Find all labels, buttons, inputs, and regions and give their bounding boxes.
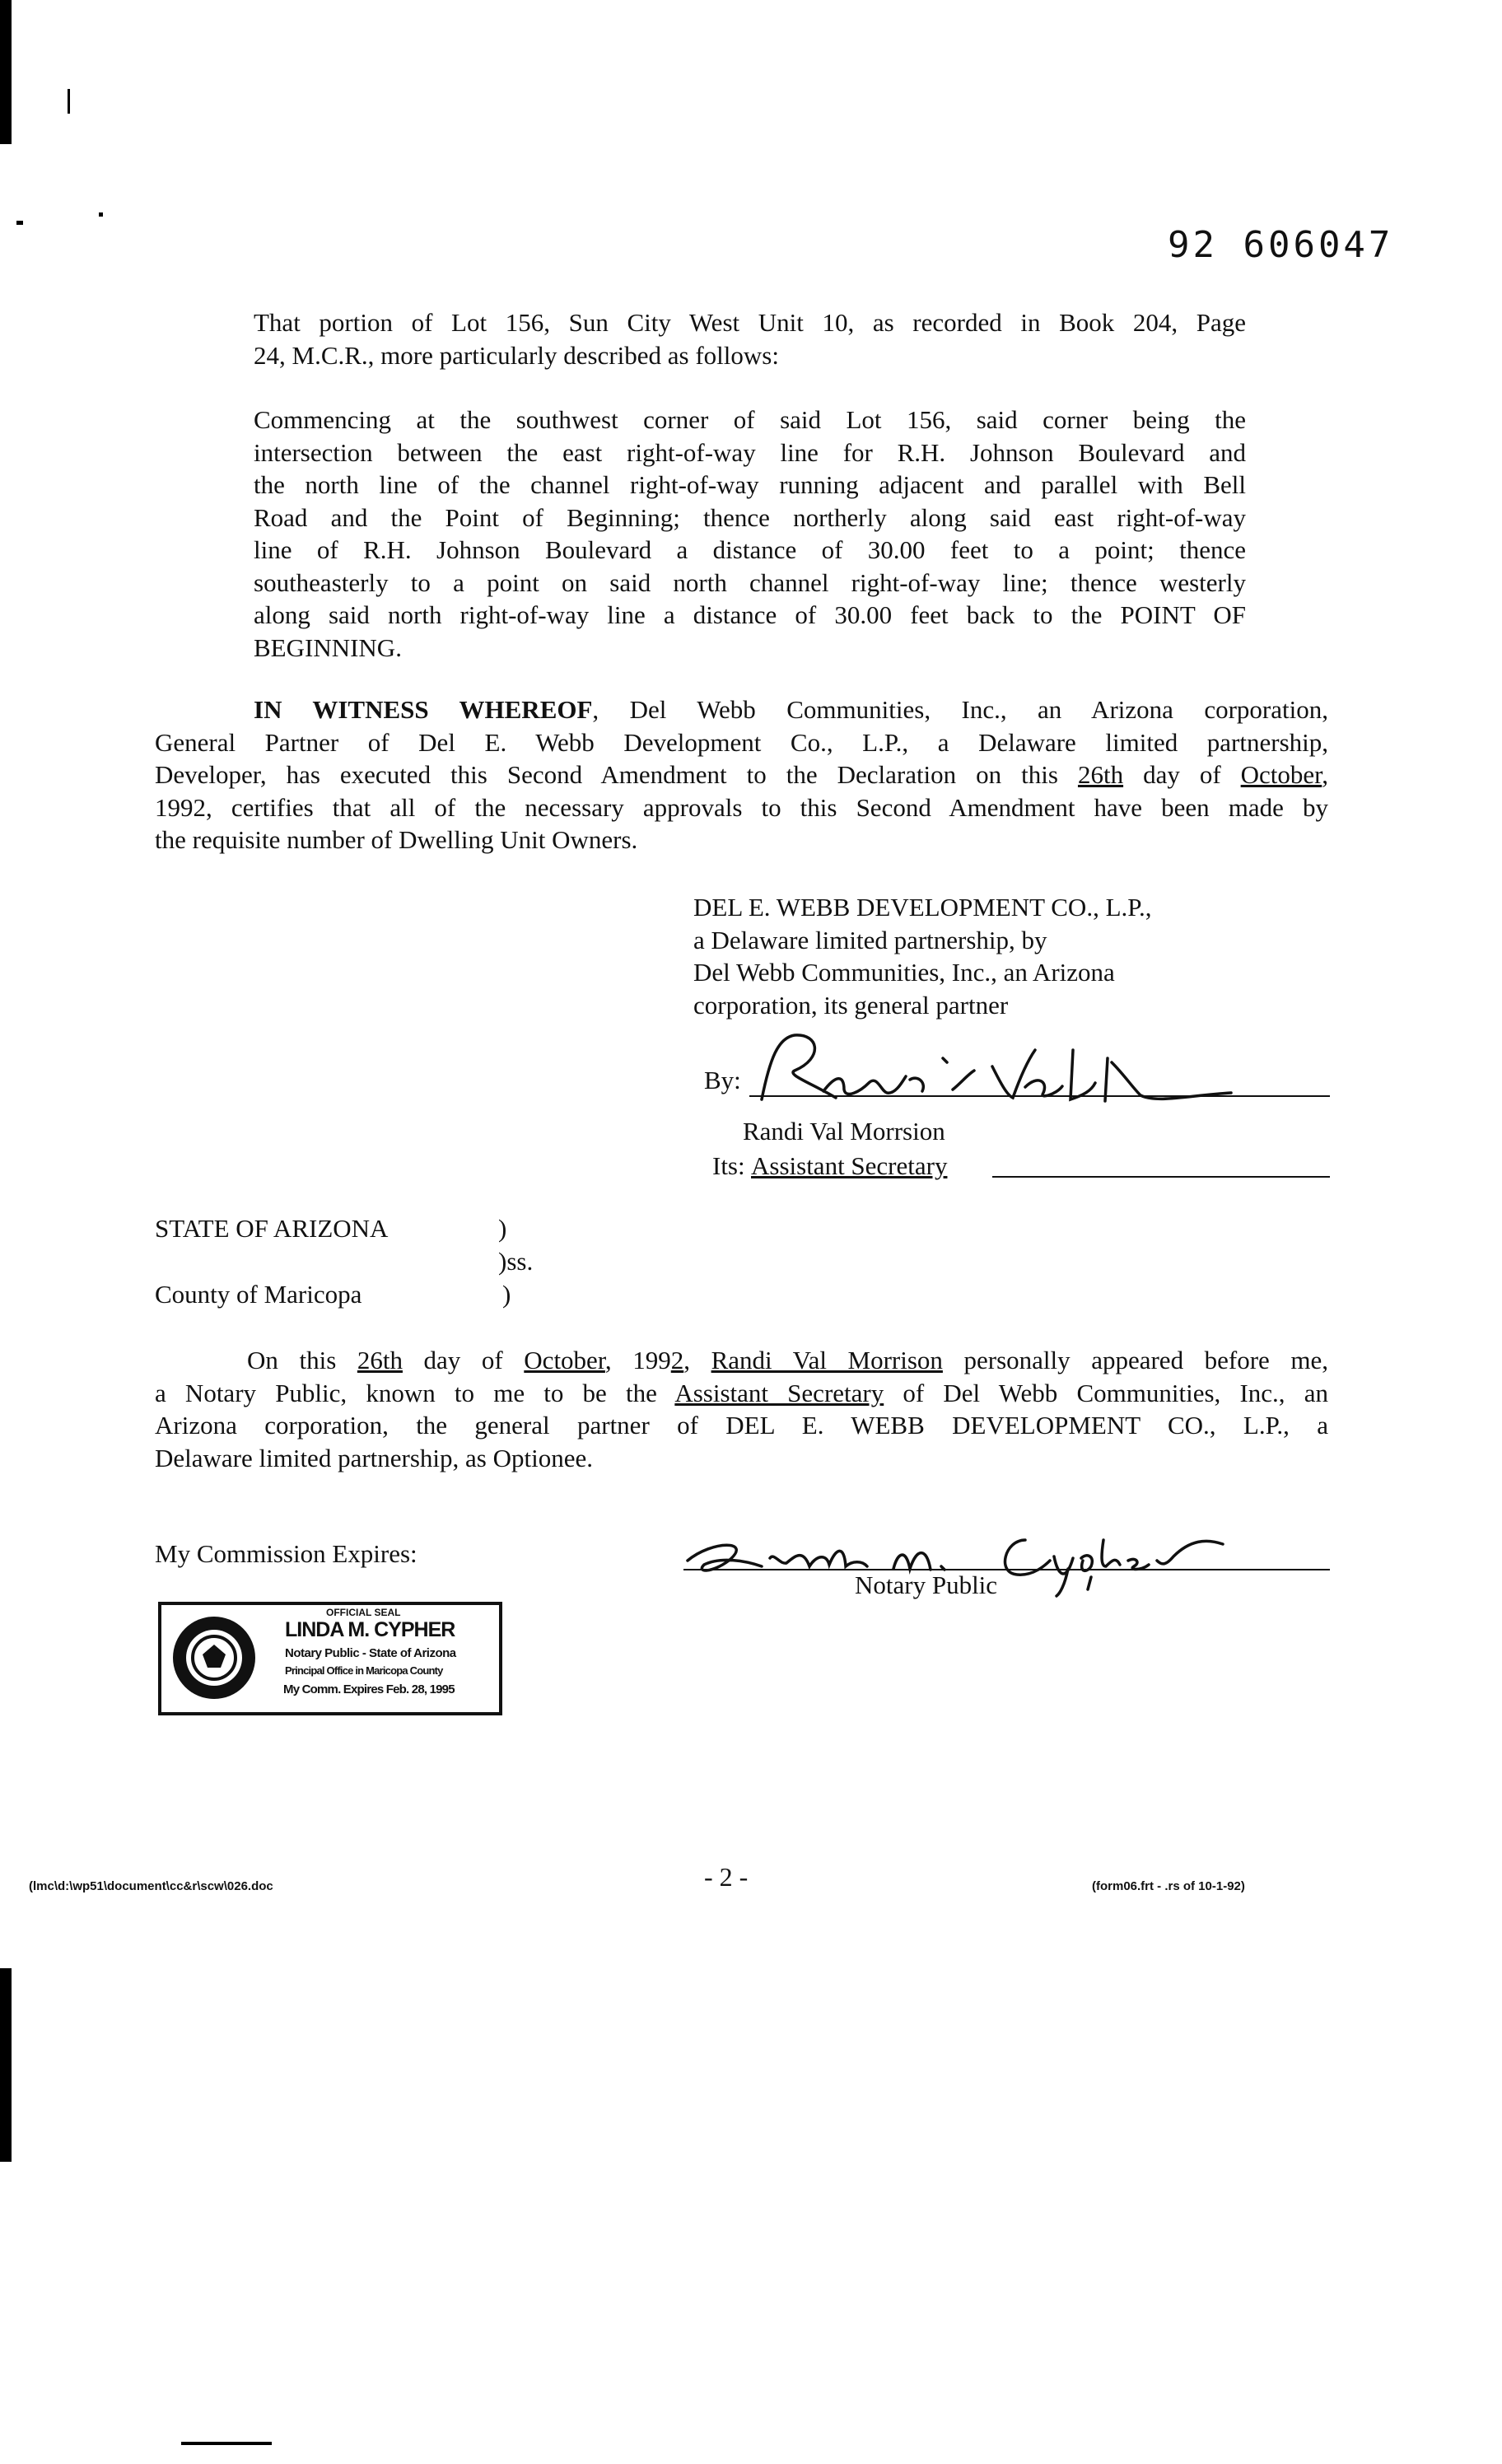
witness-line: the requisite number of Dwelling Unit Owners. [155,825,638,854]
signatory-line: corporation, its general partner [693,990,1009,1020]
notary-public-label: Notary Public [855,1570,998,1599]
description-line: southeasterly to a point on said north channel right-of-way line; thence westerly [254,567,1246,597]
witness-month: October [1240,760,1322,789]
description-line: the north line of the channel right-of-way running adjacent and parallel with Bell [254,470,1246,499]
scan-edge-mark [181,2442,272,2445]
acknowledgment-line: Delaware limited partnership, as Optionee. [155,1443,593,1472]
legal-description-body [254,404,1246,664]
signatory-title: Assistant Secretary [751,1151,948,1180]
witness-line: General Partner of Del E. Webb Development Co., L.P., a Delaware limited partnership, [155,727,1328,757]
seal-heading: OFFICIAL SEAL [326,1607,401,1618]
seal-line: My Comm. Expires Feb. 28, 1995 [283,1682,455,1696]
venue-ss: )ss. [498,1247,534,1276]
document-number: 92 606047 [1168,224,1394,266]
signatory-line: DEL E. WEBB DEVELOPMENT CO., L.P., [693,893,1152,922]
acknowledgment-paragraph [155,1344,1328,1474]
scan-edge-mark [0,1968,12,2162]
witness-line: Developer, has executed this Second Amendment to the Declaration on this 26th day of October, [155,760,1328,789]
scan-speck [99,212,103,217]
witness-text: , Del Webb Communities, Inc., an Arizona corporation, [592,695,1328,724]
ack-day: 26th [357,1346,403,1374]
witness-lead: IN WITNESS WHEREOF [254,695,593,724]
signatory-line: a Delaware limited partnership, by [693,925,1047,954]
seal-line: Notary Public - State of Arizona [285,1646,456,1660]
witness-day: 26th [1077,760,1124,789]
intro-line: That portion of Lot 156, Sun City West Unit 10, as recorded in Book 204, Page [254,308,1246,337]
footer-file-path: (lmc\d:\wp51\document\cc&r\scw\026.doc [29,1879,273,1893]
signatory-line: Del Webb Communities, Inc., an Arizona [693,958,1115,987]
witness-paragraph [155,693,1328,856]
venue-state: STATE OF ARIZONA [155,1214,389,1243]
title-line [992,1176,1330,1178]
its-label: Its: [712,1151,745,1180]
acknowledgment-line: On this 26th day of October, 1992, Randi Val Morrison personally appeared before me, [247,1346,1329,1374]
seal-emblem-icon [170,1613,259,1702]
venue-paren: ) [498,1214,507,1243]
signature-randi [745,1025,1239,1116]
venue-paren: ) [502,1280,511,1309]
witness-line [155,693,1328,726]
legal-description-intro [254,306,1246,371]
description-line: along said north right-of-way line a distance of 30.00 feet back to the POINT OF [254,600,1246,629]
description-line: Road and the Point of Beginning; thence northerly along said east right-of-way [254,502,1246,532]
signatory-block [693,891,1270,1021]
acknowledgment-line: Arizona corporation, the general partner of DEL E. WEBB DEVELOPMENT CO., L.P., a [155,1411,1328,1440]
scan-edge-mark [0,0,12,144]
scan-speck [16,221,23,225]
by-label: By: [704,1066,741,1094]
ack-year-digit: 2 [670,1346,684,1374]
commission-expires-label: My Commission Expires: [155,1539,417,1568]
scan-speck [68,89,70,114]
acknowledgment-line: a Notary Public, known to me to be the Assistant Secretary of Del Webb Communities, Inc., an [155,1378,1328,1407]
seal-line: Principal Office in Maricopa County [285,1664,443,1677]
intro-line: 24, M.C.R., more particularly described as follows: [254,340,779,370]
footer-form-ref: (form06.frt - .rs of 10-1-92) [1092,1879,1245,1893]
description-line: intersection between the east right-of-way line for R.H. Johnson Boulevard and [254,437,1246,467]
description-line: line of R.H. Johnson Boulevard a distance of 30.00 feet to a point; thence [254,535,1246,564]
notary-seal [158,1602,502,1715]
description-line: BEGINNING. [254,632,402,662]
page-number: - 2 - [704,1862,749,1892]
venue-county: County of Maricopa [155,1280,362,1309]
witness-line: 1992, certifies that all of the necessary approvals to this Second Amendment have been made by [155,792,1328,822]
ack-role: Assistant Secretary [674,1378,884,1407]
description-line: Commencing at the southwest corner of said Lot 156, said corner being the [254,405,1246,434]
ack-month: October [524,1346,605,1374]
signatory-name: Randi Val Morrsion [743,1117,945,1146]
seal-name: LINDA M. CYPHER [285,1618,455,1641]
ack-person: Randi Val Morrison [711,1346,943,1374]
